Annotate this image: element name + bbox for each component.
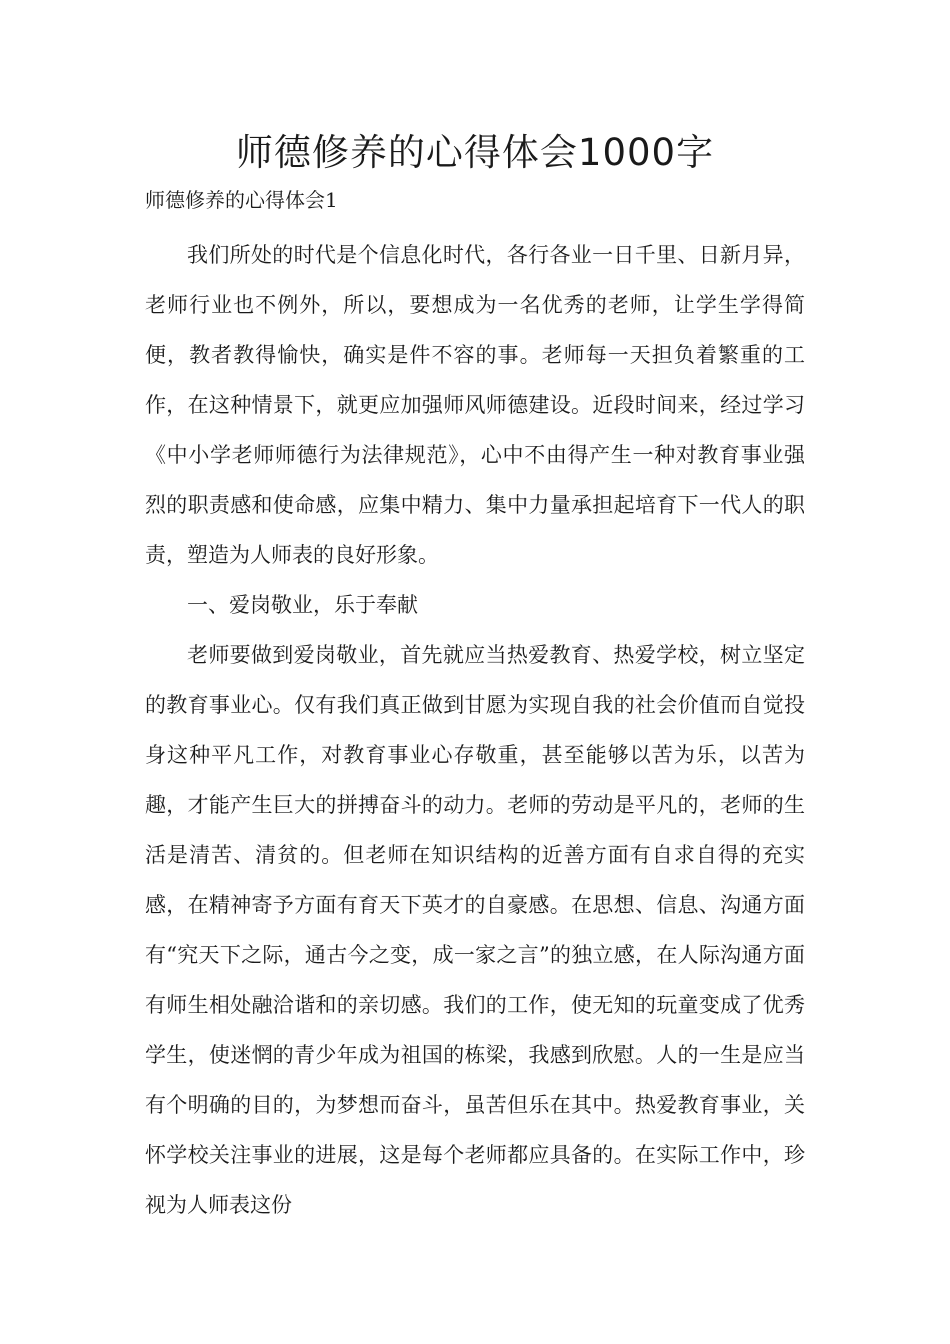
paragraph-intro: 我们所处的时代是个信息化时代，各行各业一日千里、日新月异，老师行业也不例外，所以，要想成为一名优秀的老师，让学生学得简便，教者教得愉快，确实是件不容的事。老师每一天担负着繁重的工作，在这种情景下，就更应加强师风师德建设。近段时间来，经过学习《中小学老师师德行为法律规范》，心中不由得产生一种对教育事业强烈的职责感和使命感，应集中精力、集中力量承担起培育下一代人的职责，塑造为人师表的良好形象。 xyxy=(145,243,805,567)
section-heading-1: 一、爱岗敬业，乐于奉献 xyxy=(187,593,418,617)
document-title: 师德修养的心得体会1000字 xyxy=(235,131,715,174)
paragraph-section-1: 老师要做到爱岗敬业，首先就应当热爱教育、热爱学校，树立坚定的教育事业心。仅有我们真正做到甘愿为实现自我的社会价值而自觉投身这种平凡工作，对教育事业心存敬重，甚至能够以苦为乐，以苦为趣，才能产生巨大的拼搏奋斗的动力。老师的劳动是平凡的，老师的生活是清苦、清贫的。但老师在知识结构的近善方面有自求自得的充实感，在精神寄予方面有育天下英才的自豪感。在思想、信息、沟通方面有“究天下之际，通古今之变，成一家之言”的独立感，在人际沟通方面有师生相处融洽谐和的亲切感。我们的工作，使无知的玩童变成了优秀学生，使迷惘的青少年成为祖国的栋梁，我感到欣慰。人的一生是应当有个明确的目的，为梦想而奋斗，虽苦但乐在其中。热爱教育事业，关怀学校关注事业的进展，这是每个老师都应具备的。在实际工作中，珍视为人师表这份 xyxy=(145,643,805,1217)
document-body xyxy=(145,230,805,1230)
document-subtitle: 师德修养的心得体会1 xyxy=(145,188,338,212)
